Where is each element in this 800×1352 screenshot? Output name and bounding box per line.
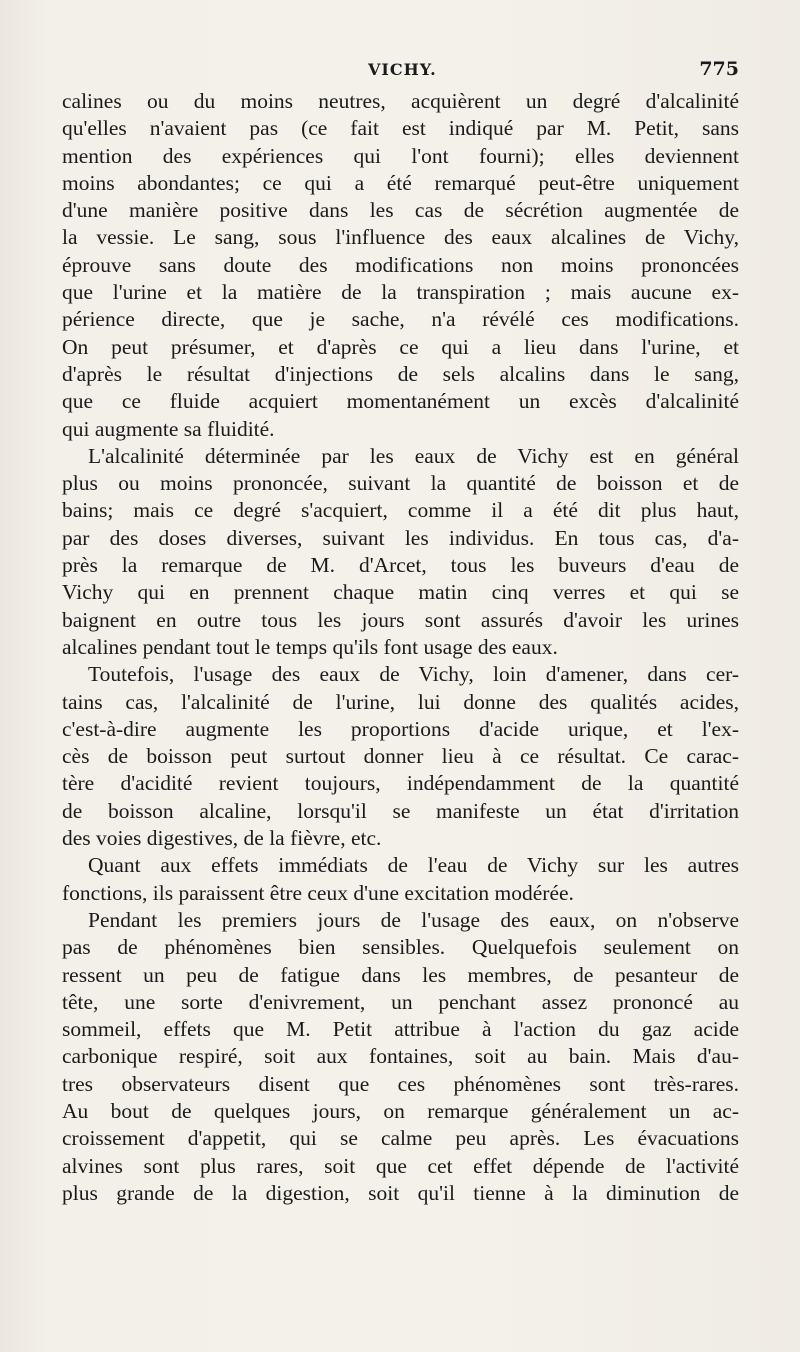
text-line: que l'urine et la matière de la transpiration ; mais aucune ex- xyxy=(62,280,739,305)
text-line: carbonique respiré, soit aux fontaines, soit au bain. Mais d'au- xyxy=(62,1044,739,1069)
text-line: des voies digestives, de la fièvre, etc. xyxy=(62,826,382,851)
text-line: calines ou du moins neutres, acquièrent un degré d'alcalinité xyxy=(62,89,739,113)
text-line: L'alcalinité déterminée par les eaux de Vichy est en général xyxy=(88,443,739,468)
text-line: sommeil, effets que M. Petit attribue à l'action du gaz acide xyxy=(62,1017,739,1042)
text-line: c'est-à-dire augmente les proportions d'acide urique, et l'ex- xyxy=(62,716,739,741)
text-line: cès de boisson peut surtout donner lieu à ce résultat. Ce carac- xyxy=(62,744,739,769)
page-header xyxy=(62,56,739,86)
text-line: plus grande de la digestion, soit qu'il tienne à la diminution de xyxy=(62,1180,739,1205)
text-line: qui augmente sa fluidité. xyxy=(62,416,275,441)
text-line: d'une manière positive dans les cas de sécrétion augmentée de xyxy=(62,198,739,223)
text-line: On peut présumer, et d'après ce qui a lieu dans l'urine, et xyxy=(62,334,739,359)
text-line: pas de phénomènes bien sensibles. Quelquefois seulement on xyxy=(62,935,739,960)
text-line: qu'elles n'avaient pas (ce fait est indiqué par M. Petit, sans xyxy=(62,116,739,141)
text-line: Toutefois, l'usage des eaux de Vichy, loin d'amener, dans cer- xyxy=(88,662,739,687)
text-line: Vichy qui en prennent chaque matin cinq verres et qui se xyxy=(62,580,739,605)
text-line: de boisson alcaline, lorsqu'il se manifeste un état d'irritation xyxy=(62,798,739,823)
text-line: périence directe, que je sache, n'a révélé ces modifications. xyxy=(62,307,739,332)
text-line: la vessie. Le sang, sous l'influence des eaux alcalines de Vichy, xyxy=(62,225,739,250)
text-line: tres observateurs disent que ces phénomènes sont très-rares. xyxy=(62,1071,739,1096)
text-line: Pendant les premiers jours de l'usage des eaux, on n'observe xyxy=(88,907,739,932)
text-line: croissement d'appetit, qui se calme peu après. Les évacuations xyxy=(62,1126,739,1151)
text-line: d'après le résultat d'injections de sels alcalins dans le sang, xyxy=(62,361,739,386)
text-line: baignent en outre tous les jours sont assurés d'avoir les urines xyxy=(62,607,739,632)
text-line: que ce fluide acquiert momentanément un excès d'alcalinité xyxy=(62,389,739,414)
text-line: par des doses diverses, suivant les individus. En tous cas, d'a- xyxy=(62,525,739,550)
body-text xyxy=(62,88,739,1207)
text-line: Quant aux effets immédiats de l'eau de Vichy sur les autres xyxy=(88,853,739,878)
text-line: tère d'acidité revient toujours, indépendamment de la quantité xyxy=(62,771,739,796)
text-line: alcalines pendant tout le temps qu'ils font usage des eaux. xyxy=(62,634,558,659)
text-line: mention des expériences qui l'ont fourni); elles deviennent xyxy=(62,143,739,168)
text-line: fonctions, ils paraissent être ceux d'une excitation modérée. xyxy=(62,880,574,905)
text-line: Au bout de quelques jours, on remarque généralement un ac- xyxy=(62,1098,739,1123)
page-number: 775 xyxy=(699,58,739,80)
text-line: près la remarque de M. d'Arcet, tous les buveurs d'eau de xyxy=(62,553,739,578)
running-head: VICHY. xyxy=(368,60,437,79)
text-line: alvines sont plus rares, soit que cet effet dépende de l'activité xyxy=(62,1153,739,1178)
text-line: tête, une sorte d'enivrement, un penchant assez prononcé au xyxy=(62,989,739,1014)
text-line: plus ou moins prononcée, suivant la quantité de boisson et de xyxy=(62,471,739,496)
text-line: bains; mais ce degré s'acquiert, comme il a été dit plus haut, xyxy=(62,498,739,523)
text-line: éprouve sans doute des modifications non moins prononcées xyxy=(62,252,739,277)
text-line: tains cas, l'alcalinité de l'urine, lui donne des qualités acides, xyxy=(62,689,739,714)
text-line: ressent un peu de fatigue dans les membres, de pesanteur de xyxy=(62,962,739,987)
text-line: moins abondantes; ce qui a été remarqué peut-être uniquement xyxy=(62,170,739,195)
